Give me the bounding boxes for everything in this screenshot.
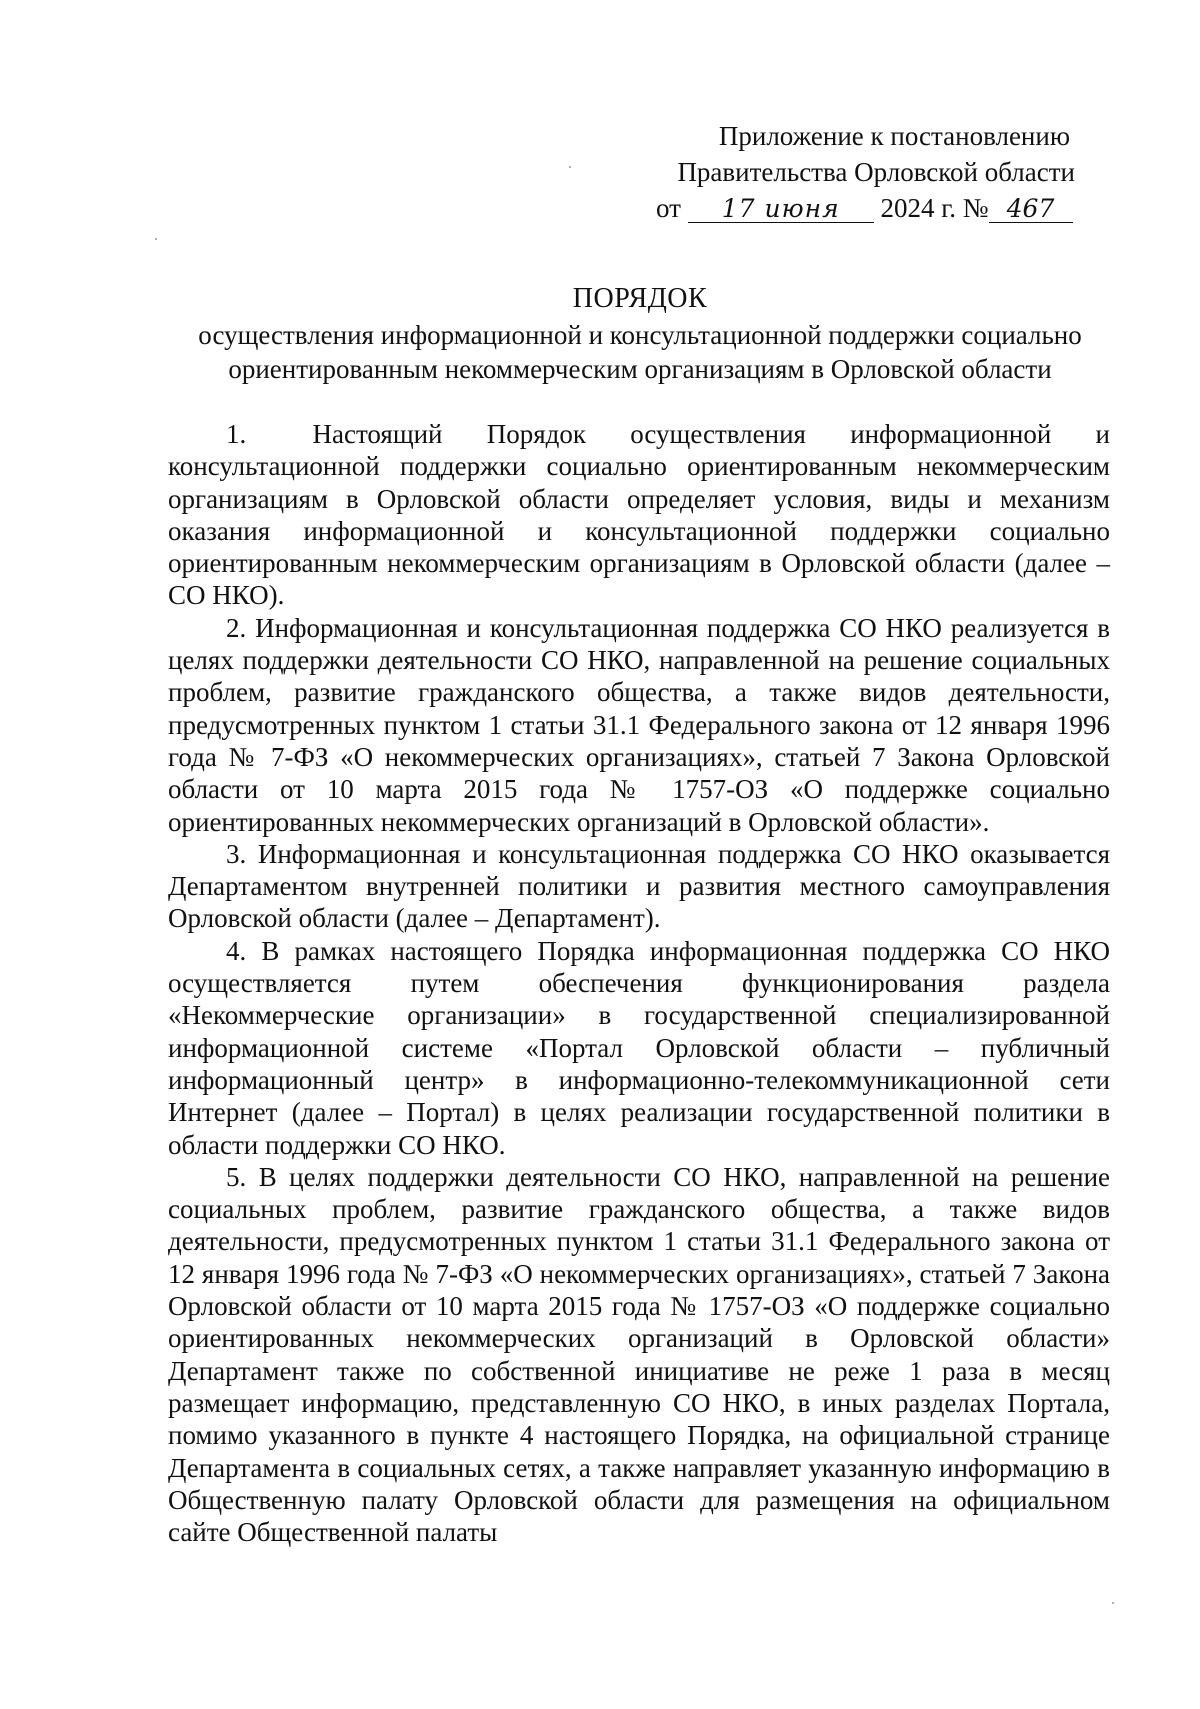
paragraph-5 — [168, 1161, 1110, 1549]
paragraph-text: В рамках настоящего Порядка информационная поддержка СО НКО осуществляется путем обеспечения функционирования раздела «Некоммерческие организации» в государственной специализированной информационной системе «Портал Орловской области – публичный информационный центр» в информационно-телекоммуникационной сети Интернет (далее – Портал) в целях реализации государственной политики в области поддержки СО НКО. — [168, 935, 1111, 1160]
document-title — [160, 282, 1120, 386]
appendix-from-label: от — [656, 193, 681, 223]
paragraph-number: 5. — [226, 1161, 247, 1192]
paragraph-3 — [168, 838, 1110, 935]
scan-speck — [569, 166, 571, 168]
paragraph-text: Информационная и консультационная поддержка СО НКО реализуется в целях поддержки деятельности СО НКО, направленной на решение социальных проблем, развитие гражданского общества, а также видов деятельности, предусмотренных пунктом 1 статьи 31.1 Федерального закона от 12 января 1996 года № 7-ФЗ «О некоммерческих организациях», статьей 7 Закона Орловской области от 10 марта 2015 года № 1757-ОЗ «О поддержке социально ориентированных некоммерческих организаций в Орловской области». — [168, 612, 1111, 837]
title-subtitle-line-2: ориентированным некоммерческим организациям в Орловской области — [228, 354, 1052, 384]
paragraph-number: 4. — [226, 935, 247, 966]
appendix-line-3 — [640, 190, 1110, 226]
paragraph-text: В целях поддержки деятельности СО НКО, направленной на решение социальных проблем, развитие гражданского общества, а также видов деятельности, предусмотренных пунктом 1 статьи 31.1 Федерального закона от 12 января 1996 года № 7-ФЗ «О некоммерческих организациях», статьей 7 Закона Орловской области от 10 марта 2015 года № 1757-ОЗ «О поддержке социально ориентированных некоммерческих организаций в Орловской области» Департамент также по собственной инициативе не реже 1 раза в месяц размещает информацию, представленную СО НКО, в иных разделах Портала, помимо указанного в пункте 4 настоящего Порядка, на официальной странице Департамента в социальных сетях, а также направляет указанную информацию в Общественную палату Орловской области для размещения на официальном сайте Общественной палаты — [168, 1161, 1111, 1548]
paragraph-text: Информационная и консультационная поддержка СО НКО оказывается Департаментом внутренней политики и развития местного самоуправления Орловской области (далее – Департамент). — [168, 838, 1110, 934]
paragraph-number: 1. — [226, 419, 247, 449]
paragraph-number: 2. — [226, 612, 247, 643]
appendix-line-1: Приложение к постановлению — [718, 121, 1070, 151]
title-subtitle-line-1: осуществления информационной и консультационной поддержки социально — [198, 320, 1082, 350]
appendix-line-2: Правительства Орловской области — [677, 157, 1075, 187]
document-body — [168, 418, 1110, 1548]
scan-speck — [155, 238, 157, 240]
paragraph-1 — [168, 418, 1110, 612]
handwritten-date: 17 июня — [688, 196, 874, 223]
paragraph-text: Настоящий Порядок осуществления информационной и консультационной поддержки социально ориентированным некоммерческим организациям в Орловской области определяет условия, виды и механизм оказания информационной и консультационной поддержки социально ориентированным некоммерческим организациям в Орловской области (далее – СО НКО). — [168, 419, 1111, 611]
title-main: ПОРЯДОК — [572, 283, 708, 314]
appendix-block — [640, 118, 1110, 226]
scan-speck — [1112, 1602, 1114, 1604]
paragraph-2 — [168, 612, 1110, 838]
paragraph-number: 3. — [226, 838, 247, 869]
appendix-year-number-label: 2024 г. № — [880, 193, 989, 223]
handwritten-number: 467 — [989, 196, 1073, 223]
paragraph-4 — [168, 935, 1110, 1161]
